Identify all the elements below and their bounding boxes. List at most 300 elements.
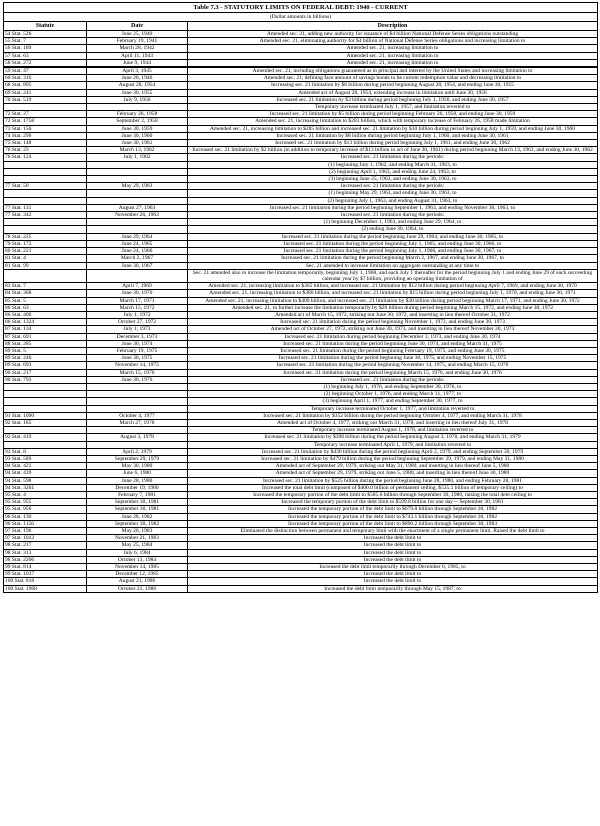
description-cell: Eliminated the distinction between permanent and temporary limit with the enactment of a single permanent limit. Raised the debt limit to [188,528,598,535]
statute-cell [4,190,87,197]
date-cell [87,104,188,111]
table-row [4,585,598,592]
statute-cell: 56 Stat. 189 [4,45,87,52]
table-row [4,376,598,383]
table-row [4,441,598,448]
table-body [4,31,598,593]
statute-cell: 92 Stat. 419 [4,434,87,441]
description-cell: Increasing sec. 21 limitation by $6 billion during period beginning August 28, 1954, and ending June 30, 1955 [188,82,598,89]
table-row [4,190,598,197]
table-row [4,434,598,441]
table-row [4,398,598,405]
description-cell: Temporary increase terminated October 1, 1977, and limitation reverted to [188,405,598,412]
date-cell: June 24, 1966 [87,248,188,255]
statute-cell: 58 Stat. 272 [4,59,87,66]
description-cell: Amended sec. 21, increasing limitation to $283 billion, which with temporary increase of February 26, 1958 made limitation [188,118,598,125]
date-cell: June 9, 1944 [87,59,188,66]
description-cell: Increased sec. 21 limitation during the periods: [188,212,598,219]
description-cell: (2) beginning October 1, 1976, and ending March 31, 1977, to [188,391,598,398]
table-row [4,140,598,147]
column-header-date: Date [87,22,188,31]
description-cell: Increased sec. 21 limitation by $3 billion during period beginning July 1, 1956, and ending June 30, 1957 [188,96,598,103]
date-cell: June 28, 1982 [87,513,188,520]
date-cell: November 21, 1983 [87,535,188,542]
statute-cell: 72 Stat. 1758 [4,118,87,125]
table-row [4,132,598,139]
table-row [4,383,598,390]
description-cell: Amended sec. 21, increasing limitation to $285 billion and increased sec. 21 limitation by $10 billion during period beginning July 1, 1959, and ending June 30, 1960 [188,125,598,132]
statute-cell: 89 Stat. 246 [4,355,87,362]
statute-cell: 99 Stat. 1037 [4,571,87,578]
date-cell [87,190,188,197]
date-cell: June 30, 1974 [87,340,188,347]
statute-cell: 86 Stat. 406 [4,311,87,318]
date-cell: February 19, 1941 [87,38,188,45]
description-cell: Sec. 21 amended to increase limitation on aggregate outstanding at any time to [188,262,598,269]
statute-cell: 79 Stat. 172 [4,240,87,247]
table-row [4,89,598,96]
description-cell: Increased sec. 21 limitation by $5 billion during period beginning February 26, 1958, and ending June 30, 1959 [188,111,598,118]
date-cell: December 19, 1980 [87,484,188,491]
statute-cell [4,176,87,183]
statute-cell: 70 Stat. 519 [4,96,87,103]
statute-cell: 77 Stat. 342 [4,212,87,219]
description-cell: Amended sec. 21, increasing limitation to [188,52,598,59]
statute-cell: 95 Stat. 955 [4,499,87,506]
table-row [4,578,598,585]
table-row [4,528,598,535]
description-cell: Amended sec. 21, increasing limitation to [188,45,598,52]
description-cell: Amended sec. 21, adding new authority for issuance of $4 billion National Defense Series obligations outstanding [188,31,598,38]
statute-cell: 73 Stat. 156 [4,125,87,132]
table-row [4,68,598,75]
date-cell: June 30, 1975 [87,355,188,362]
date-cell [87,383,188,390]
date-cell [87,405,188,412]
table-row [4,75,598,82]
table-row [4,448,598,455]
description-cell: Increased sec. 21 limitation during the period beginning September 1, 1963, and ending November 30, 1963, to [188,204,598,211]
table-row [4,304,598,311]
statute-cell: 89 Stat. 5 [4,347,87,354]
date-cell: June 30, 1955 [87,89,188,96]
date-cell: March 28, 1942 [87,45,188,52]
statute-cell: 86 Stat. 63 [4,304,87,311]
statute-cell: 94 Stat. 598 [4,477,87,484]
description-cell: Increased the debt limit to [188,535,598,542]
description-cell: Increased sec. 21 limitation by $479 billion during the period beginning September 29, 1979, and ending May 31, 1980 [188,455,598,462]
description-cell: Amended sec. 21, increasing limitation to [188,59,598,66]
statute-cell: 97 Stat. 1012 [4,535,87,542]
description-cell: Increased sec. 21 limitation by $352 billion during the period beginning October 4, 1977, and ending March 31, 1978 [188,412,598,419]
date-cell: July 6, 1984 [87,549,188,556]
date-cell: May 26, 1983 [87,528,188,535]
date-cell: June 25, 1940 [87,31,188,38]
statute-cell: 59 Stat. 47 [4,68,87,75]
statute-cell: 57 Stat. 63 [4,52,87,59]
table-row [4,513,598,520]
date-cell: June 30, 1961 [87,140,188,147]
description-cell: Increased sec. 21 limitation by $8 billion during period beginning July 1, 1960, and ending June 30, 1961 [188,132,598,139]
table-row [4,427,598,434]
description-cell: Amended act of March 15, 1972, striking out June 30, 1972, and inserting in lieu thereof October 31, 1972 [188,311,598,318]
date-cell: August 27, 1963 [87,204,188,211]
date-cell: May 30, 1980 [87,463,188,470]
description-cell: Amended sec. 21, including obligations guaranteed as to principal and interest by the United States and increasing limitation to [188,68,598,75]
date-cell: April 7, 1969 [87,283,188,290]
column-header-description: Description [188,22,598,31]
table-row [4,455,598,462]
table-row [4,499,598,506]
table-row [4,369,598,376]
date-cell: September 29, 1979 [87,455,188,462]
statute-cell: 74 Stat. 290 [4,132,87,139]
table-row [4,347,598,354]
table-row [4,176,598,183]
table-row [4,212,598,219]
description-cell: Increased sec. 21 limitation during period beginning December 3, 1973, and ending June 30, 1974 [188,333,598,340]
date-cell: March 13, 1962 [87,147,188,154]
description-cell: Increased sec. 21 limitation by $13 billion during period beginning July 1, 1961, and ending June 30, 1962 [188,140,598,147]
date-cell: October 13, 1984 [87,556,188,563]
date-cell: June 30, 1959 [87,125,188,132]
table-row [4,125,598,132]
date-cell [87,391,188,398]
statute-cell [4,441,87,448]
date-cell: December 12, 1985 [87,571,188,578]
description-cell: (1) beginning December 1, 1963, and ending June 29, 1964, to [188,219,598,226]
date-cell: October 4, 1977 [87,412,188,419]
date-cell: March 15, 1972 [87,304,188,311]
statute-cell: 76 Stat. 124 [4,154,87,161]
table-row [4,484,598,491]
date-cell: July 1, 1973 [87,326,188,333]
statute-cell: 60 Stat. 316 [4,75,87,82]
statute-cell: 94 Stat. 3261 [4,484,87,491]
table-row [4,59,598,66]
column-header-statute: Statute [4,22,87,31]
statute-cell: 90 Stat. 793 [4,376,87,383]
statute-cell [4,405,87,412]
description-cell: Amended sec. 21, increasing limitation to $365 billion, and increased sec. 21 limitation by $12 billion during period beginning April 7, 1969, and ending June 30, 1970 [188,283,598,290]
description-cell: (1) beginning May 29, 1963, and ending June 30, 1963, to [188,190,598,197]
date-cell: November 26, 1963 [87,212,188,219]
date-cell: June 30, 1967 [87,262,188,269]
description-cell: Increased the debt limit temporarily through May 15, 1987, to [188,585,598,592]
description-cell: Increased the temporary portion of the debt limit to $890.2 billion through September 30, 1983 [188,520,598,527]
description-cell: Increased sec. 21 limitation during the period beginning March 2, 1967, and ending June 30, 1967, to [188,255,598,262]
statute-cell: 100 Stat. 1968 [4,585,87,592]
table-row [4,362,598,369]
statute-cell [4,427,87,434]
statute-cell: 77 Stat. 131 [4,204,87,211]
table-row [4,52,598,59]
statute-cell: 95 Stat. 4 [4,492,87,499]
table-row [4,82,598,89]
table-row [4,391,598,398]
statute-cell: 78 Stat. 225 [4,233,87,240]
description-cell: Amended sec. 21, eliminating authority for $4 billion of National Defense Series obligations and increasing limitation to [188,38,598,45]
description-cell: Increased sec. 21 limitation during the period beginning July 1, 1966, and ending June 30, 1967, to [188,248,598,255]
table-row [4,269,598,282]
statute-cell: 85 Stat. 5 [4,297,87,304]
date-cell: February 19, 1975 [87,347,188,354]
description-cell: Increased sec. 21 limitation by $2 billion (in addition to temporary increase of $13 billion in act of June 30, 1961) during period beginning March 13, 1962, and ending June 30, 1962 [188,147,598,154]
statute-cell: 93 Stat. 589 [4,455,87,462]
date-cell: December 3, 1973 [87,333,188,340]
statute-cell: 99 Stat. 814 [4,564,87,571]
table-row [4,470,598,477]
description-cell: Increased sec. 21 limitation during the period beginning March 15, 1976, and ending June 30, 1976 [188,369,598,376]
table-row [4,168,598,175]
description-cell: Amended act of September 29, 1979, striking out May 31, 1980, and inserting in lieu thereof June 5, 1980 [188,463,598,470]
table-row [4,412,598,419]
description-cell: Temporary increase terminated August 1, 1978, and limitation reverted to [188,427,598,434]
description-cell: Increased sec. 21 limitation during the period beginning February 19, 1975, and ending June 30, 1975 [188,347,598,354]
table-row [4,556,598,563]
statute-cell: 88 Stat. 285 [4,340,87,347]
table-row [4,240,598,247]
statute-cell: 98 Stat. 313 [4,549,87,556]
date-cell: April 2, 1979 [87,448,188,455]
date-cell: July 9, 1956 [87,96,188,103]
table-row [4,104,598,111]
description-cell: Amended act of August 28, 1954, extending increase in limitation until June 30, 1956 [188,89,598,96]
table-row [4,31,598,38]
date-cell: November 14, 1985 [87,564,188,571]
statute-cell [4,219,87,226]
description-cell: Amended act of September 29, 1979, striking out June 5, 1980, and inserting in lieu thereof June 30, 1980 [188,470,598,477]
table-row [4,161,598,168]
description-cell: Increased sec. 21 limitation by $398 billion during the period beginning August 3, 1978, and ending March 31, 1979 [188,434,598,441]
date-cell: July 1, 1972 [87,311,188,318]
statute-cell [4,104,87,111]
date-cell: June 26, 1946 [87,75,188,82]
date-cell [87,219,188,226]
statute-cell: 84 Stat. 368 [4,290,87,297]
table-row [4,197,598,204]
table-row [4,147,598,154]
date-cell: June 24, 1965 [87,240,188,247]
statute-cell: 92 Stat. 185 [4,419,87,426]
statute-cell: 94 Stat. 439 [4,470,87,477]
date-cell: July 1, 1962 [87,154,188,161]
table-row [4,283,598,290]
date-cell: August 28, 1954 [87,82,188,89]
description-cell: Increased sec. 21 limitation during the periods: [188,154,598,161]
description-cell: Increased the debt limit to [188,556,598,563]
date-cell: June 30, 1960 [87,132,188,139]
date-cell: February 7, 1981 [87,492,188,499]
table-row [4,219,598,226]
statute-cell: 93 Stat. 8 [4,448,87,455]
description-cell: Increased the debt limit temporarily through December 6, 1985, to [188,564,598,571]
statute-cell: 76 Stat. 23 [4,147,87,154]
table-row [4,255,598,262]
statute-cell [4,269,87,282]
statute-cell: 87 Stat. 134 [4,326,87,333]
description-cell: Increased sec. 21 limitation during the period beginning November 14, 1975, and ending March 15, 1976 [188,362,598,369]
statute-cell: 55 Stat. 7 [4,38,87,45]
date-cell: March 2, 1967 [87,255,188,262]
statute-cell: 95 Stat. 956 [4,506,87,513]
table-row [4,233,598,240]
table-row [4,549,598,556]
date-cell: June 28, 1980 [87,477,188,484]
description-cell: Amended sec. 21, increasing limitation to $400 billion, and increased sec. 21 limitation by $30 billion during period beginning March 17, 1971, and ending June 30, 1972 [188,297,598,304]
date-cell: August 3, 1978 [87,434,188,441]
date-cell [87,441,188,448]
table-subtitle: (Dollar amounts in billions) [4,13,598,22]
date-cell: March 27, 1978 [87,419,188,426]
statute-cell: 54 Stat. 526 [4,31,87,38]
description-cell: Increased the temporary portion of the debt limit to $599.8 billion for one day -- September 30, 1981 [188,499,598,506]
statute-cell: 89 Stat. 693 [4,362,87,369]
table-row [4,571,598,578]
date-cell: September 30, 1981 [87,506,188,513]
date-cell: September 30, 1982 [87,520,188,527]
date-cell: October 21, 1986 [87,585,188,592]
table-row [4,506,598,513]
date-cell [87,176,188,183]
table-row [4,492,598,499]
description-cell: Temporary increase terminated July 1, 1957, and limitation reverted to [188,104,598,111]
table-row [4,297,598,304]
date-cell: April 11, 1943 [87,52,188,59]
table-row [4,183,598,190]
table-row [4,355,598,362]
statute-cell: 77 Stat. 50 [4,183,87,190]
description-cell: (2) beginning July 1, 1963, and ending August 31, 1963, to [188,197,598,204]
statute-cell: 97 Stat. 196 [4,528,87,535]
statute-cell: 94 Stat. 421 [4,463,87,470]
description-cell: (2) ending June 30, 1964, to [188,226,598,233]
statute-cell: 72 Stat. 27 [4,111,87,118]
date-cell [87,427,188,434]
statute-cell: 98 Stat. 217 [4,542,87,549]
table-row [4,111,598,118]
description-cell: Increased sec. 21 limitation by $525 billion during the period beginning June 28, 1980, and ending February 28, 1981 [188,477,598,484]
table-row [4,463,598,470]
statute-cell [4,197,87,204]
table-row [4,405,598,412]
date-cell: September 2, 1958 [87,118,188,125]
statute-cell: 87 Stat. 691 [4,333,87,340]
date-cell [87,197,188,204]
description-cell: Increased the debt limit to [188,542,598,549]
statute-cell [4,383,87,390]
statute-cell: 68 Stat. 895 [4,82,87,89]
description-cell: Increased sec. 21 limitation by $430 billion during the period beginning April 2, 1979, and ending September 30, 1979 [188,448,598,455]
date-cell: October 27, 1972 [87,319,188,326]
table-row [4,154,598,161]
description-cell: Increased the debt limit to [188,571,598,578]
date-cell [87,269,188,282]
table-row [4,311,598,318]
description-cell: Amended sec. 21, to further increase the limitation temporarily by $20 billion during period beginning March 15, 1972, and ending June 30, 1972 [188,304,598,311]
date-cell: February 26, 1958 [87,111,188,118]
description-cell: Amended sec. 21, defining face amount of savings bonds to be current redemption value and decreasing limitation to [188,75,598,82]
description-cell: Increased the temporary portion of the debt limit to $679.8 billion through September 30, 1982 [188,506,598,513]
statute-cell [4,398,87,405]
date-cell: May 25, 1984 [87,542,188,549]
date-cell: June 30, 1970 [87,290,188,297]
table-row [4,520,598,527]
statute-cell: 96 Stat. 130 [4,513,87,520]
table-row [4,226,598,233]
date-cell: June 30, 1976 [87,376,188,383]
description-cell: (1) beginning July 1, 1962, and ending March 31, 1963, to [188,161,598,168]
table-row [4,45,598,52]
description-cell: Increased sec. 21 limitation during the period beginning July 1, 1965, and ending June 30, 1966, to [188,240,598,247]
table-row [4,340,598,347]
statute-cell [4,391,87,398]
table-row [4,542,598,549]
description-cell: Amended sec. 21, increasing limitation to $380 billion, and increased sec. 21 limitation by $15 billion during period beginning July 1, 1970, and ending June 30, 1971 [188,290,598,297]
statute-cell: 81 Stat. 4 [4,255,87,262]
description-cell: Increased the temporary portion of the debt limit to $743.1 billion through September 30, 1982 [188,513,598,520]
table-row [4,290,598,297]
date-cell: November 14, 1975 [87,362,188,369]
table-row [4,419,598,426]
statute-cell [4,168,87,175]
table-row [4,118,598,125]
description-cell: Increased the total debt limit (composed of $400.0 billion of permanent ceiling, $535.1 billion of temporary ceiling) to [188,484,598,491]
date-cell [87,161,188,168]
description-cell: (3) beginning April 1, 1977, and ending September 30, 1977, to [188,398,598,405]
description-cell: (1) beginning July 1, 1976, and ending September 30, 1976, to [188,383,598,390]
table-row [4,319,598,326]
statute-cell: 91 Stat. 1090 [4,412,87,419]
date-cell: April 3, 1945 [87,68,188,75]
table-title: Table 7.3 - STATUTORY LIMITS ON FEDERAL DEBT: 1940 - CURRENT [4,3,598,13]
table-row [4,564,598,571]
table-row [4,477,598,484]
statute-cell: 100 Stat. 818 [4,578,87,585]
date-cell: June 6, 1980 [87,470,188,477]
description-cell: Increased sec. 21 limitation during the period beginning June 30, 1974, and ending March 31, 1975 [188,340,598,347]
date-cell: August 21, 1986 [87,578,188,585]
statute-cell: 86 Stat. 1324 [4,319,87,326]
statute-cell: 81 Stat. 99 [4,262,87,269]
description-cell: Increased sec. 21 limitation during the period beginning June 30, 1975, and ending November 15, 1975 [188,355,598,362]
date-cell: September 30, 1981 [87,499,188,506]
statute-cell: 98 Stat. 2206 [4,556,87,563]
date-cell: March 15, 1976 [87,369,188,376]
description-cell: Increased sec. 21 limitation during the periods: [188,376,598,383]
statute-cell: 90 Stat. 217 [4,369,87,376]
description-cell: Temporary increase terminated April 1, 1979, and limitation reverted to [188,441,598,448]
statute-cell: 69 Stat. 241 [4,89,87,96]
table-row [4,333,598,340]
table-row [4,535,598,542]
statute-cell: 75 Stat. 148 [4,140,87,147]
table-row [4,204,598,211]
description-cell: Increased the temporary portion of the debt limit to $585.0 billion through September 30, 1980, raising the total debt ceiling to [188,492,598,499]
date-cell: March 17, 1971 [87,297,188,304]
date-cell [87,168,188,175]
description-cell: Sec. 21 amended also to increase the limitation temporarily, beginning July 1, 1968, and each July 1 thereafter for the period beginning July 1 and ending June 29 of each succeeding calendar year by $7 billion, providing an operating limitation of [188,269,598,282]
statute-cell: 80 Stat. 221 [4,248,87,255]
table-row [4,326,598,333]
statute-cell [4,226,87,233]
description-cell: Increased the debt limit to [188,578,598,585]
description-cell: Amended act of October 27, 1972, striking out June 30, 1973, and inserting in lieu thereof November 30, 1973 [188,326,598,333]
description-cell: Increased sec. 21 limitation during the period beginning June 29, 1964, and ending June 30, 1965, to [188,233,598,240]
description-cell: Amended act of October 4, 1977, striking out March 31, 1978, and inserting in lieu thereof July 31, 1978 [188,419,598,426]
table-row [4,248,598,255]
table-row [4,38,598,45]
